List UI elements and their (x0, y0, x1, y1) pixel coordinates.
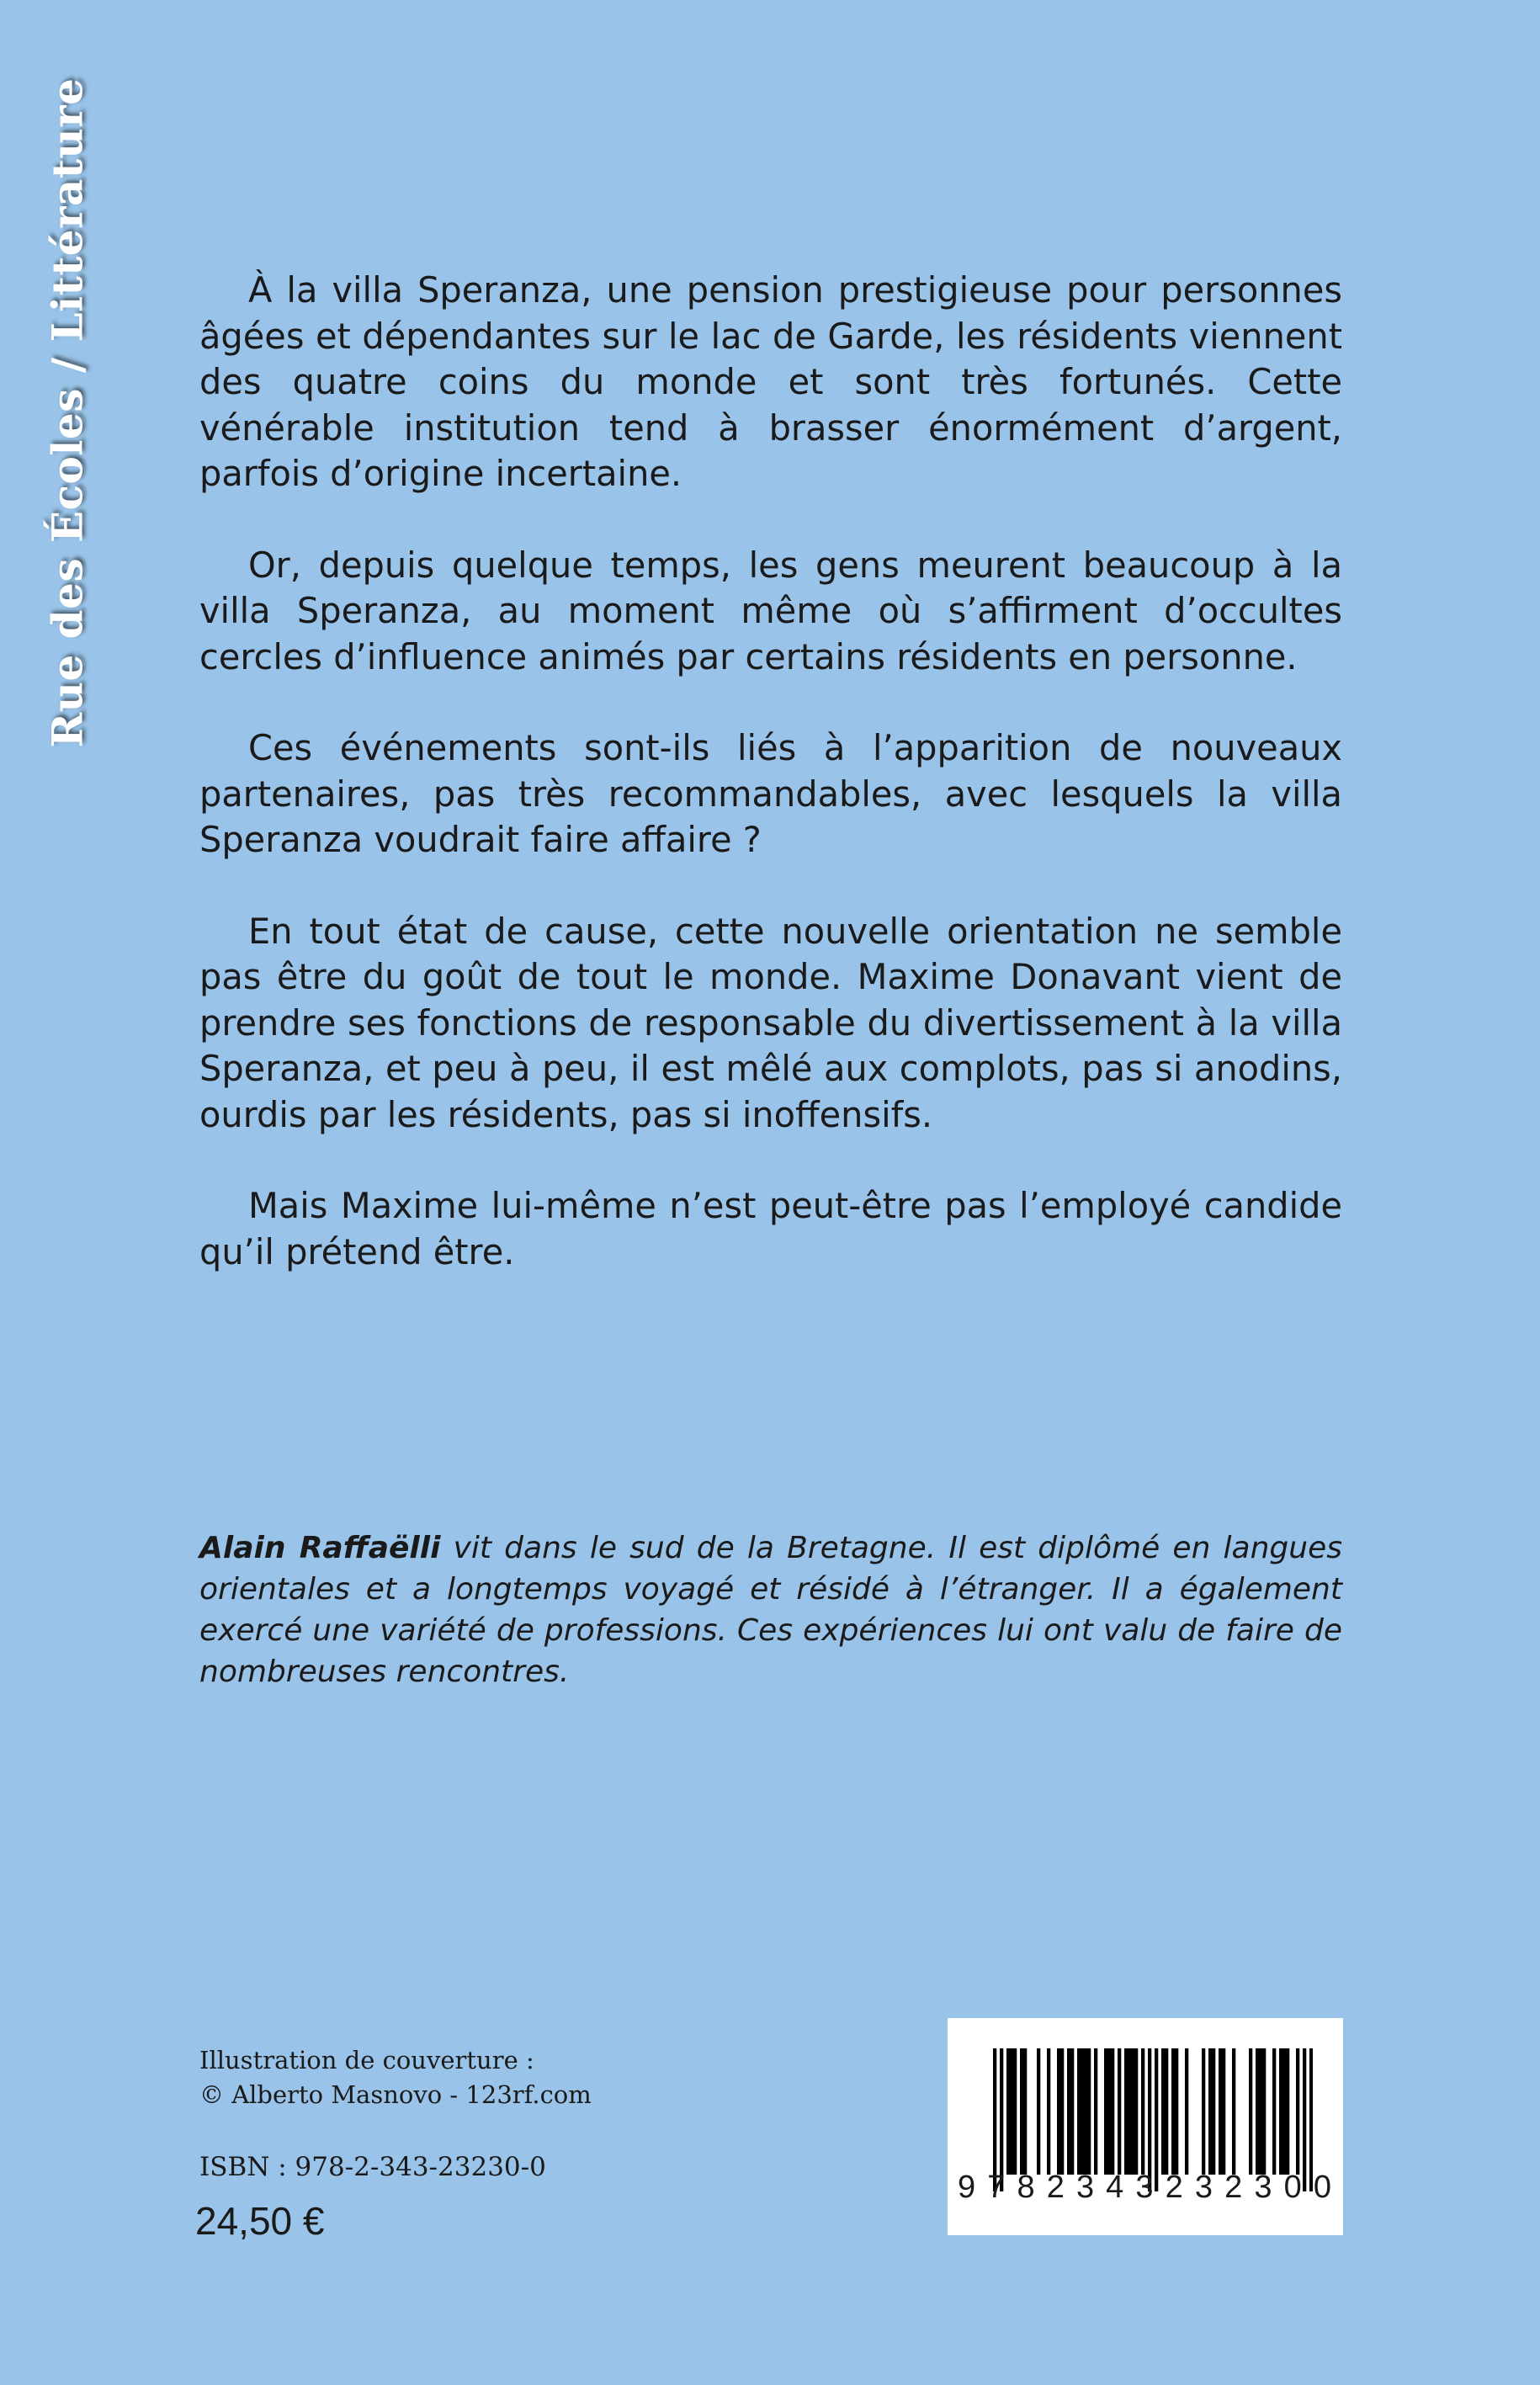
barcode-bar (1165, 2048, 1168, 2175)
barcode-bar (1067, 2048, 1070, 2175)
blurb-paragraph: Mais Maxime lui-même n’est peut-être pas l’employé candide qu’il prétend être. (199, 1185, 1342, 1272)
cover-credits (199, 2043, 592, 2112)
barcode-panel (948, 2018, 1343, 2235)
barcode-digit: 2 (1224, 2170, 1245, 2205)
barcode-bar (1124, 2048, 1128, 2175)
barcode-bar (1057, 2048, 1060, 2175)
barcode-bar (1141, 2048, 1144, 2175)
barcode-digit: 4 (1106, 2170, 1126, 2205)
barcode-bar (1023, 2048, 1027, 2175)
isbn-number: ISBN : 978-2-343-23230-0 (199, 2152, 546, 2182)
price-label: 24,50 € (195, 2199, 325, 2243)
barcode-digit: 2 (1165, 2170, 1185, 2205)
barcode-bar (1185, 2048, 1188, 2175)
barcode-bar (1070, 2048, 1074, 2175)
barcode-bar (1208, 2048, 1212, 2175)
spine-series-label-container (34, 77, 101, 748)
barcode-bar (1282, 2048, 1286, 2175)
barcode-bar (1094, 2048, 1097, 2175)
back-cover-blurb (199, 268, 1342, 1320)
barcode-bar (1279, 2048, 1282, 2175)
barcode-bar (1118, 2048, 1121, 2175)
barcode-digit: 0 (1283, 2170, 1304, 2205)
barcode-bar (1060, 2048, 1064, 2175)
barcode-digit: 0 (1313, 2170, 1333, 2205)
barcode-bar (1128, 2048, 1131, 2175)
barcode-bar (1175, 2048, 1178, 2175)
blurb-paragraph: Or, depuis quelque temps, les gens meurent beaucoup à la villa Speranza, au moment même où s’affirment d’occultes cercles d’influence animés par certains résidents en personne. (199, 544, 1342, 677)
credits-label: Illustration de couverture : (199, 2046, 534, 2074)
barcode-bar (1131, 2048, 1134, 2175)
barcode-bar (1202, 2048, 1205, 2175)
barcode-bar (1087, 2048, 1091, 2175)
barcode-bar (1232, 2048, 1235, 2175)
barcode-bar (1107, 2048, 1111, 2175)
barcode-bar (1272, 2048, 1276, 2175)
series-title: Rue des Écoles / Littérature (42, 77, 93, 748)
barcode-bar (1047, 2048, 1050, 2175)
credits-value: © Alberto Masnovo - 123rf.com (199, 2080, 592, 2109)
barcode-digit: 3 (1194, 2170, 1215, 2205)
barcode-bar (1171, 2048, 1175, 2175)
barcode-digit: 3 (1135, 2170, 1155, 2205)
barcode-digits (958, 2170, 1333, 2206)
barcode-bar (1020, 2048, 1023, 2175)
author-bio (199, 1527, 1342, 1692)
barcode-bar (1296, 2048, 1299, 2175)
barcode-bar (1010, 2048, 1013, 2175)
barcode-bar (1256, 2048, 1259, 2175)
barcode-bar (1161, 2048, 1165, 2175)
blurb-paragraph: En tout état de cause, cette nouvelle orientation ne semble pas être du goût de tout le monde. Maxime Donavant vient de prendre ses fonctions de responsable du divertissement à la villa Speranza, et peu à peu, il est mêlé aux complots, pas si anodins, ourdis par les résidents, pas si inoffensifs. (199, 910, 1342, 1135)
barcode-bar (1222, 2048, 1225, 2175)
barcode-bar (1081, 2048, 1084, 2175)
barcode-bar (1212, 2048, 1215, 2175)
barcode-digit: 3 (1075, 2170, 1097, 2205)
barcode-bar (1259, 2048, 1262, 2175)
barcode-bar (1006, 2048, 1010, 2175)
barcode-bar (1249, 2048, 1252, 2175)
barcode-bar (1077, 2048, 1081, 2175)
barcode-bar (1037, 2048, 1040, 2175)
barcode-bar (1286, 2048, 1289, 2175)
barcode-digit: 7 (987, 2170, 1007, 2205)
barcode-bar (1134, 2048, 1138, 2175)
blurb-paragraph: Ces événements sont-ils liés à l’apparition de nouveaux partenaires, pas très recommandables, avec lesquels la villa Speranza voudrait faire affaire ? (199, 727, 1342, 860)
barcode-bar (1262, 2048, 1266, 2175)
barcode-bar (1013, 2048, 1017, 2175)
barcode-bar (1219, 2048, 1222, 2175)
author-bio-text: vit dans le sud de la Bretagne. Il est diplômé en langues orientales et a longtemps voyagé et résidé à l’étranger. Il a également exercé une variété de professions. Ces expériences lui ont valu de faire de nombreuses rencontres. (199, 1531, 1342, 1689)
barcode-bar (1104, 2048, 1107, 2175)
barcode-digit: 3 (1254, 2170, 1274, 2205)
barcode-digit: 8 (1017, 2170, 1037, 2205)
barcode-digit: 9 (958, 2170, 978, 2205)
blurb-paragraph: À la villa Speranza, une pension prestigieuse pour personnes âgées et dépendantes sur le lac de Garde, les résidents viennent des quatre coins du monde et sont très fortunés. Cette vénérable institution tend à brasser énormément d’argent, parfois d’origine incertaine. (199, 269, 1342, 494)
author-name: Alain Raffaëlli (199, 1531, 441, 1565)
barcode-bar (1084, 2048, 1087, 2175)
barcode-bar (1111, 2048, 1114, 2175)
barcode-digit: 2 (1046, 2170, 1066, 2205)
